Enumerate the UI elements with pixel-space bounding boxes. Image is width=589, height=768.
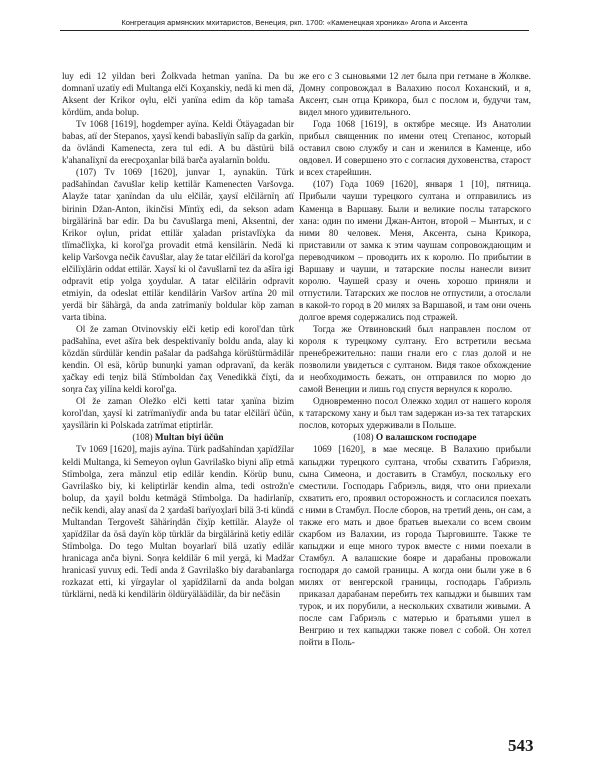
paragraph: же его с 3 сыновьями 12 лет была при гетмане в Жолкве. Домну сопровождал в Валахию посол Коханский, и я, Аксент, сын отца Крикора, был с послом и, будучи там, видел много удивительного.	[299, 72, 531, 119]
paragraph: Тогда же Отвиновский был направлен послом от короля к турецкому султану. Его встретили весьма пренебрежительно: паши гнали его с глаз долой и не позволили увидеться с султаном. Видя такое обхождение и необходимость бежать, он отправился по морю до самой Венеции и лишь год спустя вернулся к королю.	[299, 324, 531, 396]
running-header: Конгрегация армянских мхитаристов, Венеция, ркп. 1700: «Каменецкая хроника» Агопа и Аксента	[121, 18, 468, 27]
header-rule	[60, 30, 529, 31]
paragraph: Tv 1068 [1619], hogdemper ayïna. Keldi Ötäyagadan bir babas, atï der Stepanos, ӽaysï kendi babaslïγïn salïp da garkïn, da övländi Kamenecta, zera tul edi. A bu dästürü bilä k'ahanalïӽnï da erecpoӽanlar bilä barča ayalarnïn boldu.	[62, 120, 294, 167]
paragraph: Одновременно посол Олежко ходил от нашего короля к татарскому хану и был там задержан из-за тех татарских послов, которых удерживали в Польше.	[299, 397, 531, 432]
section-heading	[299, 432, 531, 444]
paragraph: (107) Года 1069 [1620], января 1 [10], пятница. Прибыли чауши турецкого султана и отправились из Каменца в Варшаву. Были и великие послы татарского хана: один по имени Джан-Антон, второй – Мынтых, и с ними 80 человек. Меня, Аксента, сына Крикора, приставили от замка к этим чаушам сопровождающим и переводчиком – проводить их к королю. По прибытии в Варшаву и чауши, и татарские послы нанесли визит королю. Чаушей сразу и очень хорошо приняли и отпустили. Татарских же послов не отпустили, а отослали в какой-то город в 20 милях за Варшавой, и там они очень долгое время содержались под стражей.	[299, 180, 531, 323]
section-title: О валашском господаре	[375, 433, 477, 444]
left-column-turkic	[62, 71, 294, 736]
section-heading	[62, 432, 294, 444]
paragraph: luy edi 12 yildan beri Žolkvada hetman yanïna. Da bu domnanï uzatïy edi Multanga elči Koӽanskiy, nedä ki men dä, Aksent der Krikor oγlu, elči yanïna edim da köp tamaša kördüm, anda bolup.	[62, 72, 294, 119]
section-title: Multan biyi üčün	[154, 433, 224, 444]
right-column-russian	[299, 71, 531, 736]
section-number: (108)	[353, 433, 374, 444]
section-number: (108)	[132, 433, 153, 444]
paragraph: Года 1068 [1619], в октябре месяце. Из Анатолии прибыл священник по имени отец Степанос, который оставил свою службу и сан и женился в Каменце, ибо овдовел. И совершено это с согласия духовенства, старост и всех старейшин.	[299, 120, 531, 179]
paragraph: Ol že zaman Oležko elči ketti tatar ӽanïna bizim korol'dan, ӽaysï ki zatrïmanïydïr anda bu tatar elčilärï üčün, ӽaysïlärin ki Polskada zatrïmat etiptirlär.	[62, 397, 294, 432]
paragraph: Ol že zaman Otvinovskiy elči ketip edi korol'dan türk padšahïna, evet ašïra bek despektivanïy boldu anda, alay ki közdän sürdülär kendin pašalar da padšahga körüštürmädilär kendin. Ol esä, körüp bunuηki yaman odpravanï, da keräk ӽačkay edi teηiz bilä Stïmboldan čaӽ Venedikkä čïӽti, da soηra čaӽ yilïna keldi korol'ga.	[62, 324, 294, 396]
paragraph: 1069 [1620], в мае месяце. В Валахию прибыли капыджи турецкого султана, чтобы схватить Габриэля, сына Симеона, и доставить в Стамбул, поскольку его сместили. Господарь Габриэль, видя, что они приехали схватить его, проявил осторожность и согласился поехать с ними в Стамбул. После сборов, на третий день, он сам, а также его мать и двое братьев выехали со всем своим скарбом из Валахии, из города Тырговиште. Также те капыджи и еще много турок вместе с ними поехали в Стамбул. А валашские бояре и дарабаны провожали господаря до самой границы. А когда они были уже в 6 милях от венгерской границы, господарь Габриэль приказал дарабанам перебить тех капыджи и бывших там турок, и их порубили, а нескольких схватили живыми. А после сам Габриэль с матерью и братьями ушел в Венгрию и тех капыджи также повел с собой. Он хотел пойти в Поль-	[299, 445, 531, 649]
paragraph: Tv 1069 [1620], majis ayïna. Türk padšahïndan ӽapïdžïlar keldi Multanga, ki Semeyon oγlun Gavrilaško biyni alïp etmä Stïmbolga, zera mänzul etip edilär kendin. Körüp bunu, Gavrilaško biy, ki keliptirlär kendin alma, tedi ostrožn'e bolup, da ӽayil boldu ketmägä Stïmbolga. Da hadirlanïp, nečik kendi, alay anasï da 2 ӽardašï barïyoӽlarï bilä 3-ti kündä Multandan Tergovešt šähäriηdän čïӽïp kettilär. Alayže ol ӽapïdžïlar da ösä dayïn köp türklär da birgälärinä ketiy edilär Stïmbolga. Do tego Multan boyarlarï bilä uzatïy edilär hranicaga anča biyni. Soηra keldilär 6 mil yergä, ki Madžar hranicasï yuvuӽ edi. Tedï anda ž Gavrilaško biy darabanlarga rozkazat etti, ki yïrgaylar ol ӽapïdžïlarnï da anda bolgan türklärni, nedä ki kendilärin öldüryäläädilär, da bir nečäsin	[62, 445, 294, 601]
page-number: 543	[508, 736, 534, 755]
paragraph: (107) Tv 1069 [1620], junvar 1, aynakün. Türk padšahïndan čavušlar kelip kettilär Kamenecten Varšovga. Alayže tatar ӽanïndan da ulu elčilär, ӽaysï elčilärnïη atï birinin Džan-Anton, ikinčisi Mïntïӽ edi, da sekson adam birgälärinä bar edir. Da bu čavušlarga meni, Aksentni, der Krikor oγlun, pridat ettilär ӽaladan pristavlïӽka da tlïmačlïӽka, ki korol'ga provadit etmä kensilärin. Nedä ki kelip Varšovga nečik čavušlar, alay že tatar elčilärï da korol'ga elčilïӽlärin oddat ettilär. Xaysï ki ol čavušlarnï tez da ašïra igi odpravit etip yolga ӽoydular. A tatar elčilärin odpravit etmiyin, da odeslat ettilär kendilärin Varšov artïna 20 mil yerdä bir šähärgä, da anda zatrïmanïy boldular köp zaman varta tibina.	[62, 168, 294, 323]
